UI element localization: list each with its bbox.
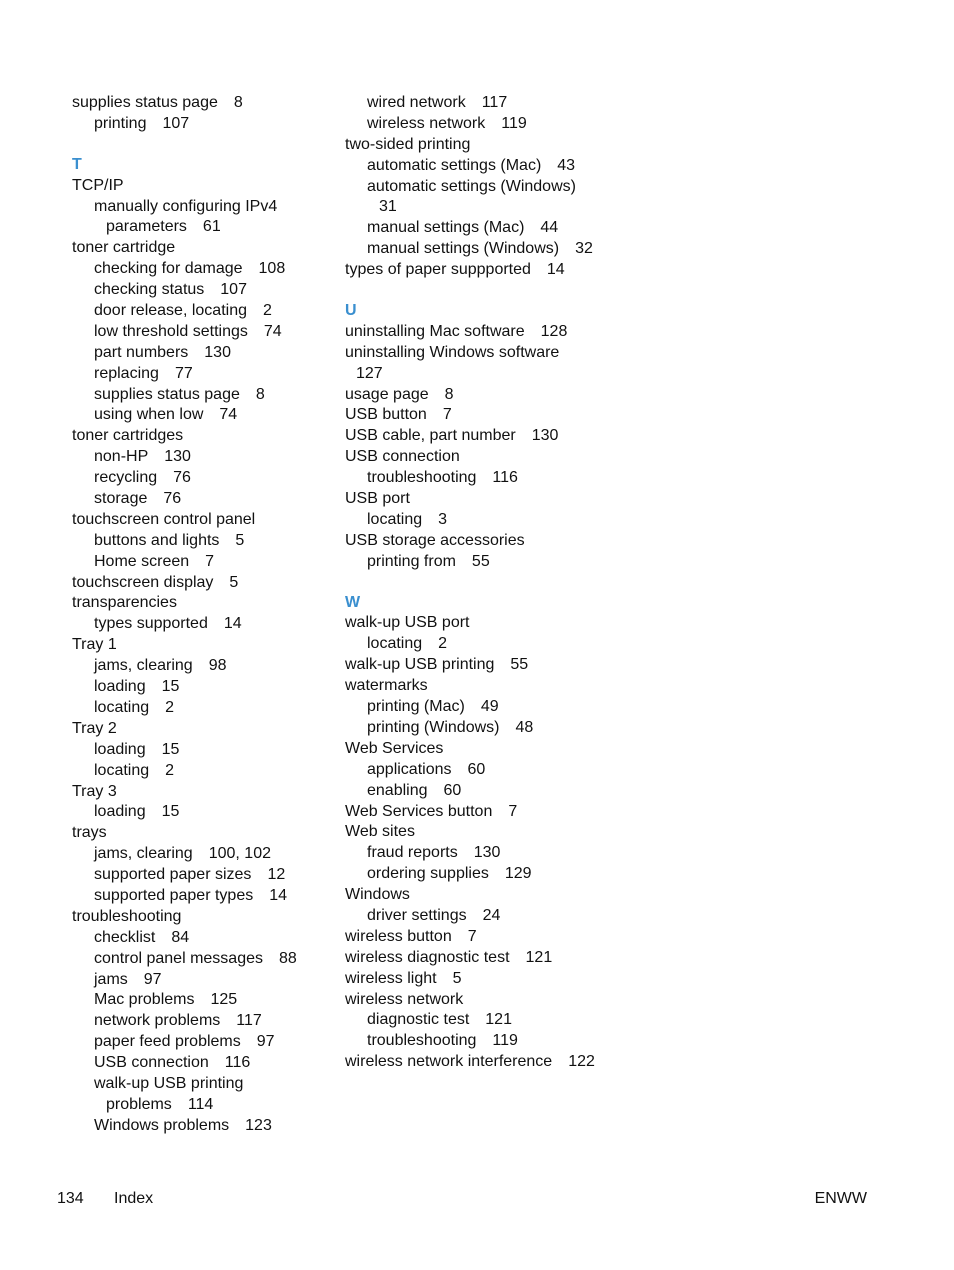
index-subentry bbox=[72, 614, 342, 635]
entry-term: types supported bbox=[94, 615, 208, 633]
entry-term: troubleshooting bbox=[367, 469, 477, 487]
entry-page-ref[interactable]: 7 bbox=[205, 552, 215, 570]
index-subentry bbox=[72, 552, 342, 573]
entry-term: loading bbox=[94, 678, 146, 696]
entry-page-ref[interactable]: 12 bbox=[267, 866, 286, 884]
index-subentry bbox=[72, 656, 342, 677]
index-subentry bbox=[72, 343, 342, 364]
index-entry bbox=[72, 238, 342, 259]
entry-term: Web sites bbox=[345, 823, 415, 841]
entry-term: Web Services button bbox=[345, 802, 493, 820]
index-letter-heading: W bbox=[345, 593, 361, 611]
entry-page-ref[interactable]: 77 bbox=[174, 364, 193, 382]
index-entry bbox=[345, 343, 615, 364]
entry-term: locating bbox=[367, 635, 423, 653]
entry-term: supplies status page bbox=[94, 385, 240, 403]
entry-term: Tray 3 bbox=[72, 782, 117, 800]
index-subentry bbox=[345, 864, 615, 885]
index-subentry bbox=[72, 197, 342, 218]
entry-term: watermarks bbox=[345, 677, 428, 695]
entry-term: storage bbox=[94, 490, 148, 508]
entry-page-ref[interactable]: 114 bbox=[187, 1095, 214, 1113]
entry-term: uninstalling Mac software bbox=[345, 322, 525, 340]
index-entry bbox=[345, 260, 615, 281]
entry-term: checking for damage bbox=[94, 260, 243, 278]
entry-page-ref[interactable]: 49 bbox=[480, 698, 499, 716]
index-subentry bbox=[72, 928, 342, 949]
index-subentry bbox=[72, 990, 342, 1011]
index-subentry bbox=[72, 385, 342, 406]
entry-term: trays bbox=[72, 824, 107, 842]
entry-term: troubleshooting bbox=[72, 907, 182, 925]
index-subentry bbox=[72, 489, 342, 510]
entry-term: parameters bbox=[106, 218, 187, 236]
entry-term: USB connection bbox=[345, 448, 460, 466]
entry-page-ref[interactable]: 98 bbox=[208, 657, 227, 675]
entry-page-ref[interactable]: 129 bbox=[504, 865, 532, 883]
index-letter-heading: T bbox=[72, 155, 82, 173]
entry-term: Home screen bbox=[94, 552, 190, 570]
index-subentry bbox=[72, 531, 342, 552]
entry-term: toner cartridge bbox=[72, 239, 176, 257]
entry-term: printing (Mac) bbox=[367, 698, 465, 716]
entry-term: troubleshooting bbox=[367, 1032, 477, 1050]
index-subentry bbox=[72, 322, 342, 343]
index-entry bbox=[345, 385, 615, 406]
entry-term: manual settings (Mac) bbox=[367, 219, 525, 237]
index-subentry bbox=[72, 886, 342, 907]
entry-term: Tray 2 bbox=[72, 719, 117, 737]
entry-term: jams bbox=[94, 970, 128, 988]
entry-page-ref[interactable]: 2 bbox=[438, 635, 448, 653]
entry-term: wireless network interference bbox=[345, 1053, 553, 1071]
index-subentry bbox=[72, 802, 342, 823]
index-subentry bbox=[72, 447, 342, 468]
index-entry bbox=[345, 135, 615, 156]
index-entry bbox=[345, 802, 615, 823]
index-subentry bbox=[72, 677, 342, 698]
index-entry bbox=[72, 719, 342, 740]
entry-page-ref[interactable]: 116 bbox=[224, 1054, 251, 1072]
entry-page-ref[interactable]: 76 bbox=[163, 490, 182, 508]
entry-term: non-HP bbox=[94, 448, 149, 466]
index-subentry bbox=[72, 114, 342, 135]
entry-term: supported paper sizes bbox=[94, 866, 252, 884]
entry-page-ref[interactable]: 119 bbox=[501, 114, 527, 132]
entry-term: manually configuring IPv4 bbox=[94, 197, 278, 215]
index-entry bbox=[72, 93, 342, 114]
entry-term: loading bbox=[94, 740, 146, 758]
entry-page-ref[interactable]: 15 bbox=[161, 678, 180, 696]
entry-term: locating bbox=[367, 510, 423, 528]
index-subentry bbox=[72, 970, 342, 991]
entry-page-ref[interactable]: 60 bbox=[467, 760, 486, 778]
entry-term: toner cartridges bbox=[72, 427, 184, 445]
index-subentry bbox=[345, 114, 615, 135]
entry-page-ref[interactable]: 61 bbox=[202, 218, 221, 236]
entry-term: supported paper types bbox=[94, 886, 254, 904]
index-entry bbox=[72, 593, 342, 614]
entry-page-ref[interactable]: 130 bbox=[473, 844, 501, 862]
index-entry bbox=[345, 426, 615, 447]
entry-term: loading bbox=[94, 803, 146, 821]
entry-page-ref[interactable]: 117 bbox=[481, 94, 508, 111]
entry-term: replacing bbox=[94, 364, 159, 382]
index-subentry bbox=[72, 844, 342, 865]
entry-term: types of paper suppported bbox=[345, 261, 531, 279]
entry-term: uninstalling Windows software bbox=[345, 343, 560, 361]
index-subentry bbox=[72, 301, 342, 322]
index-entry bbox=[345, 739, 615, 760]
index-entry bbox=[345, 676, 615, 697]
entry-page-ref[interactable]: 24 bbox=[482, 906, 501, 924]
index-subentry bbox=[72, 1116, 342, 1137]
entry-term: control panel messages bbox=[94, 949, 263, 967]
doc-code: ENWW bbox=[814, 1190, 867, 1207]
entry-term: enabling bbox=[367, 781, 428, 799]
entry-term: usage page bbox=[345, 385, 429, 403]
index-subentry bbox=[72, 1011, 342, 1032]
index-entry bbox=[345, 885, 615, 906]
entry-page-ref[interactable]: 130 bbox=[204, 343, 231, 361]
entry-page-ref[interactable]: 2 bbox=[165, 761, 175, 779]
index-column-left bbox=[72, 93, 342, 1137]
entry-page-ref[interactable]: 60 bbox=[443, 781, 462, 799]
entry-page-ref[interactable]: 7 bbox=[467, 927, 477, 945]
index-subentry bbox=[345, 197, 615, 218]
entry-page-ref[interactable]: 5 bbox=[452, 969, 462, 987]
entry-term: Mac problems bbox=[94, 991, 195, 1009]
index-entry bbox=[72, 782, 342, 803]
index-subentry bbox=[345, 843, 615, 864]
index-entry bbox=[72, 176, 342, 197]
entry-page-ref[interactable]: 55 bbox=[510, 656, 529, 674]
entry-term: USB button bbox=[345, 406, 427, 424]
entry-page-ref[interactable]: 74 bbox=[219, 406, 238, 424]
index-entry bbox=[345, 531, 615, 552]
entry-page-ref[interactable]: 2 bbox=[165, 698, 175, 716]
entry-term: two-sided printing bbox=[345, 135, 471, 153]
entry-term: wireless network bbox=[345, 990, 464, 1008]
entry-page-ref[interactable]: 117 bbox=[236, 1012, 262, 1030]
entry-term: walk-up USB port bbox=[345, 614, 470, 632]
entry-page-ref[interactable]: 5 bbox=[229, 573, 239, 591]
section-title: Index bbox=[114, 1190, 154, 1207]
entry-page-ref[interactable]: 15 bbox=[161, 740, 180, 758]
entry-page-ref[interactable]: 97 bbox=[256, 1033, 275, 1051]
entry-term: paper feed problems bbox=[94, 1033, 241, 1051]
index-entry bbox=[72, 635, 342, 656]
entry-term: checking status bbox=[94, 281, 205, 299]
entry-page-ref[interactable]: 8 bbox=[255, 385, 265, 403]
entry-page-ref[interactable]: 43 bbox=[557, 156, 576, 174]
entry-term: printing (Windows) bbox=[367, 718, 500, 736]
entry-page-ref[interactable]: 119 bbox=[492, 1032, 518, 1050]
index-subentry bbox=[345, 156, 615, 177]
entry-term: checklist bbox=[94, 928, 156, 946]
entry-term: fraud reports bbox=[367, 844, 458, 862]
index-subentry bbox=[72, 280, 342, 301]
entry-term: wireless network bbox=[367, 114, 486, 132]
entry-term: door release, locating bbox=[94, 302, 247, 320]
index-subentry bbox=[72, 1074, 342, 1095]
entry-term: wireless light bbox=[345, 969, 437, 987]
index-subentry bbox=[72, 1053, 342, 1074]
entry-term: jams, clearing bbox=[94, 657, 193, 675]
entry-term: walk-up USB printing bbox=[94, 1074, 244, 1092]
index-entry bbox=[345, 948, 615, 969]
entry-term: touchscreen display bbox=[72, 573, 214, 591]
index-entry bbox=[72, 907, 342, 928]
index-subentry bbox=[72, 364, 342, 385]
index-subentry bbox=[345, 760, 615, 781]
index-subentry bbox=[72, 405, 342, 426]
index-subentry bbox=[345, 468, 615, 489]
entry-term: diagnostic test bbox=[367, 1011, 470, 1029]
index-subentry bbox=[345, 93, 615, 114]
entry-term: printing bbox=[94, 114, 147, 132]
index-subentry bbox=[345, 634, 615, 655]
index-entry bbox=[345, 969, 615, 990]
index-entry bbox=[345, 927, 615, 948]
entry-term: printing from bbox=[367, 552, 456, 570]
index-entry bbox=[72, 823, 342, 844]
entry-page-ref[interactable]: 123 bbox=[245, 1116, 272, 1134]
entry-term: automatic settings (Mac) bbox=[367, 156, 542, 174]
index-entry bbox=[345, 405, 615, 426]
index-subentry bbox=[345, 239, 615, 260]
entry-page-ref[interactable]: 5 bbox=[235, 531, 245, 549]
entry-term: wired network bbox=[367, 94, 466, 111]
entry-page-ref[interactable]: 121 bbox=[525, 948, 553, 966]
index-entry bbox=[345, 489, 615, 510]
entry-term: USB cable, part number bbox=[345, 427, 516, 445]
entry-page-ref[interactable]: 121 bbox=[485, 1011, 512, 1029]
index-subentry bbox=[72, 1095, 342, 1116]
entry-page-ref[interactable]: 125 bbox=[210, 991, 238, 1009]
page-number: 134 bbox=[57, 1190, 84, 1207]
entry-term: jams, clearing bbox=[94, 845, 193, 863]
entry-page-ref[interactable]: 108 bbox=[258, 260, 286, 278]
index-subentry bbox=[345, 177, 615, 198]
entry-term: Windows problems bbox=[94, 1116, 230, 1134]
entry-term: ordering supplies bbox=[367, 865, 489, 883]
entry-page-ref[interactable]: 107 bbox=[220, 281, 247, 299]
entry-page-ref[interactable]: 55 bbox=[471, 552, 490, 570]
entry-page-ref[interactable]: 76 bbox=[173, 469, 191, 487]
entry-page-ref[interactable]: 97 bbox=[143, 970, 162, 988]
entry-page-ref[interactable]: 116 bbox=[492, 469, 518, 487]
entry-page-ref[interactable]: 32 bbox=[575, 240, 593, 258]
entry-term: part numbers bbox=[94, 343, 189, 361]
entry-page-ref[interactable]: 130 bbox=[531, 427, 559, 445]
index-subentry bbox=[345, 552, 615, 573]
entry-page-ref[interactable]: 15 bbox=[161, 803, 180, 821]
entry-term: USB storage accessories bbox=[345, 531, 525, 549]
entry-term: problems bbox=[106, 1095, 172, 1113]
entry-page-ref[interactable]: 14 bbox=[269, 886, 288, 904]
index-entry bbox=[345, 655, 615, 676]
index-entry bbox=[345, 613, 615, 634]
entry-term: Web Services bbox=[345, 739, 444, 757]
entry-term: walk-up USB printing bbox=[345, 656, 495, 674]
index-subentry bbox=[72, 698, 342, 719]
index-column-right bbox=[345, 93, 615, 1073]
index-subentry bbox=[72, 740, 342, 761]
entry-page-ref[interactable]: 100, 102 bbox=[208, 845, 271, 863]
entry-term: network problems bbox=[94, 1012, 221, 1030]
index-entry bbox=[345, 447, 615, 468]
entry-term: Windows bbox=[345, 886, 410, 904]
entry-page-ref[interactable]: 84 bbox=[171, 928, 190, 946]
entry-term: automatic settings (Windows) bbox=[367, 177, 576, 195]
entry-page-ref[interactable]: 2 bbox=[262, 302, 272, 320]
entry-page-ref[interactable]: 88 bbox=[278, 949, 297, 967]
entry-term: manual settings (Windows) bbox=[367, 240, 560, 258]
entry-term: transparencies bbox=[72, 594, 177, 612]
index-entry bbox=[345, 322, 615, 343]
entry-term: TCP/IP bbox=[72, 176, 124, 194]
entry-page-ref[interactable]: 3 bbox=[438, 510, 448, 528]
entry-page-ref[interactable]: 127 bbox=[356, 364, 383, 382]
index-subentry bbox=[345, 781, 615, 802]
index-entry bbox=[345, 822, 615, 843]
entry-term: recycling bbox=[94, 469, 158, 487]
entry-page-ref[interactable]: 7 bbox=[508, 802, 518, 820]
index-subentry bbox=[72, 468, 342, 489]
entry-term: buttons and lights bbox=[94, 531, 220, 549]
entry-page-ref[interactable]: 8 bbox=[233, 94, 243, 111]
entry-term: driver settings bbox=[367, 906, 467, 924]
index-subentry bbox=[345, 218, 615, 239]
entry-term: wireless button bbox=[345, 927, 452, 945]
entry-page-ref[interactable]: 130 bbox=[164, 448, 191, 466]
entry-term: low threshold settings bbox=[94, 322, 248, 340]
index-subentry bbox=[72, 865, 342, 886]
entry-term: wireless diagnostic test bbox=[345, 948, 510, 966]
index-subentry bbox=[72, 1032, 342, 1053]
entry-term: USB port bbox=[345, 490, 410, 508]
entry-page-ref[interactable]: 107 bbox=[162, 114, 190, 132]
entry-page-ref[interactable]: 74 bbox=[263, 322, 282, 340]
index-subentry bbox=[72, 259, 342, 280]
index-subentry bbox=[345, 697, 615, 718]
index-subentry bbox=[345, 906, 615, 927]
index-entry bbox=[345, 990, 615, 1011]
index-letter-heading: U bbox=[345, 302, 357, 320]
entry-term: applications bbox=[367, 760, 452, 778]
entry-term: using when low bbox=[94, 406, 204, 424]
index-entry bbox=[72, 573, 342, 594]
index-subentry bbox=[345, 1010, 615, 1031]
index-subentry bbox=[345, 1031, 615, 1052]
entry-term: touchscreen control panel bbox=[72, 510, 256, 528]
entry-term: locating bbox=[94, 761, 150, 779]
index-subentry bbox=[72, 217, 342, 238]
index-entry bbox=[72, 426, 342, 447]
entry-page-ref[interactable]: 31 bbox=[379, 198, 397, 216]
index-subentry bbox=[345, 510, 615, 531]
index-entry bbox=[345, 1052, 615, 1073]
entry-page-ref[interactable]: 122 bbox=[568, 1053, 595, 1071]
entry-page-ref[interactable]: 128 bbox=[540, 322, 568, 340]
entry-term: supplies status page bbox=[72, 94, 218, 111]
entry-page-ref[interactable]: 48 bbox=[515, 718, 534, 736]
entry-page-ref[interactable]: 14 bbox=[223, 615, 242, 633]
entry-page-ref[interactable]: 14 bbox=[546, 261, 565, 279]
entry-term: USB connection bbox=[94, 1054, 209, 1072]
entry-term: Tray 1 bbox=[72, 636, 117, 654]
index-subentry bbox=[72, 949, 342, 970]
entry-page-ref[interactable]: 8 bbox=[444, 385, 454, 403]
entry-term: locating bbox=[94, 698, 150, 716]
index-entry bbox=[72, 510, 342, 531]
index-subentry bbox=[72, 761, 342, 782]
entry-page-ref[interactable]: 7 bbox=[442, 406, 452, 424]
entry-page-ref[interactable]: 44 bbox=[540, 219, 559, 237]
index-subentry bbox=[345, 364, 615, 385]
index-subentry bbox=[345, 718, 615, 739]
